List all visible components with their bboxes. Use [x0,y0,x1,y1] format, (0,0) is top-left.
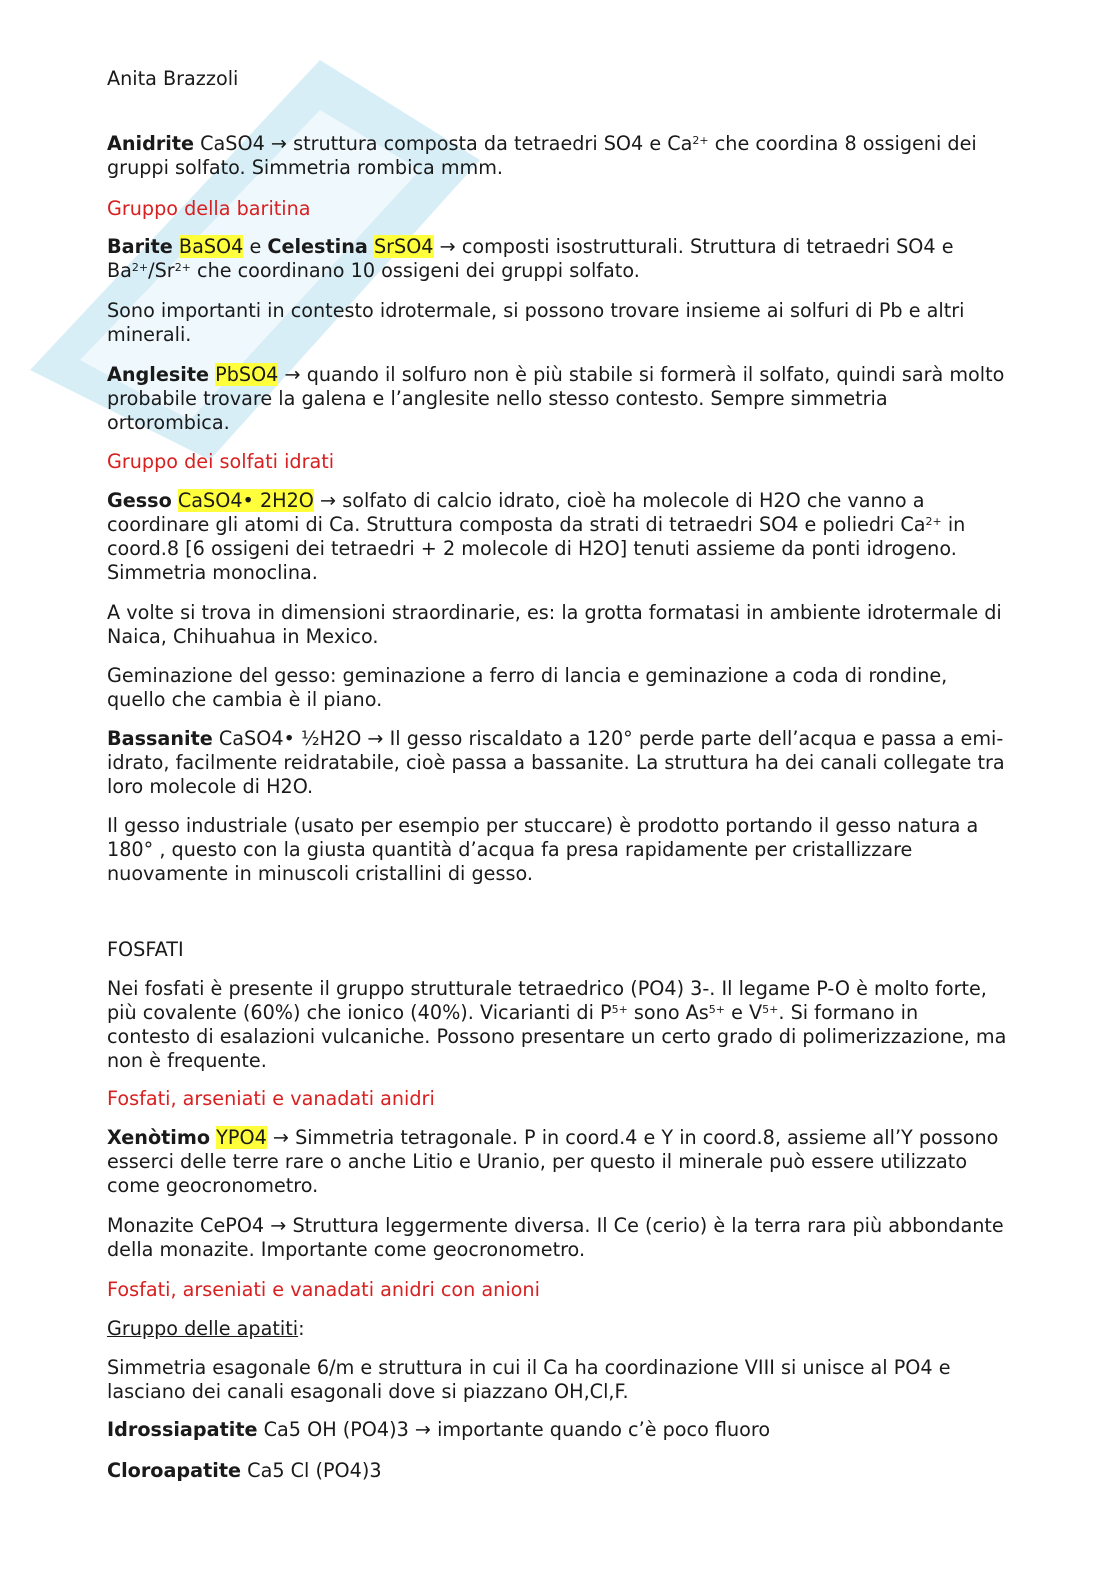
text: sono As [627,1001,709,1024]
subheading-apatiti [107,1317,305,1341]
text: Il gesso riscaldato a 120° perde parte dell’acqua e passa a emi-idrato, facilmente reidratabile, cioè passa a bassanite. La struttura ha dei canali collegate tra loro molecole di H2O. [107,727,1005,798]
section-heading-anidri: Fosfati, arseniati e vanadati anidri [107,1087,435,1110]
para-monazite [107,1214,1007,1262]
formula-highlight: SrSO4 [373,235,434,258]
superscript: 5+ [762,1003,779,1016]
para-cloroapatite [107,1459,1007,1483]
arrow-icon: → [367,727,384,750]
text: e [249,235,262,258]
arrow-icon: → [270,1214,287,1237]
superscript: 5+ [708,1003,726,1016]
mineral-name: Anglesite [107,363,210,386]
mineral-name: Bassanite [107,727,213,750]
arrow-icon: → [320,489,337,512]
text: importante quando c’è poco fluoro [437,1418,771,1441]
text: : [298,1317,305,1340]
para-dimensioni: A volte si trova in dimensioni straordinarie, es: la grotta formatasi in ambiente idrotermale di Naica, Chihuahua in Mexico. [107,601,1002,648]
text: Struttura leggermente diversa. Il Ce (cerio) è la terra rara più abbondante della monazite. Importante come geocronometro. [107,1214,1004,1261]
text: struttura composta da tetraedri SO4 e Ca [293,132,693,155]
para-anidrite [107,132,1007,180]
formula: CaSO4 [200,132,265,155]
text: che coordinano 10 ossigeni dei gruppi solfato. [197,259,640,282]
formula-highlight: BaSO4 [178,235,244,258]
formula: Ca5 OH (PO4)3 [263,1418,409,1441]
text: e V [725,1001,763,1024]
arrow-icon: → [414,1418,431,1441]
para-importanti: Sono importanti in contesto idrotermale, si possono trovare insieme ai solfuri di Pb e altri minerali. [107,299,965,346]
para-industriale: Il gesso industriale (usato per esempio per stuccare) è prodotto portando il gesso natura a 180° , questo con la giusta quantità d’acqua fa presa rapidamente per cristallizzare nuovamente in minuscoli cristallini di gesso. [107,814,979,885]
mineral-name: Idrossiapatite [107,1418,258,1441]
superscript: 5+ [611,1003,628,1016]
section-heading-anioni: Fosfati, arseniati e vanadati anidri con anioni [107,1278,540,1301]
formula: Ca5 Cl (PO4)3 [247,1459,382,1482]
arrow-icon: → [272,1126,289,1149]
arrow-icon: → [439,235,456,258]
formula-highlight: PbSO4 [215,363,279,386]
mineral-name: Celestina [267,235,368,258]
mineral-name: Cloroapatite [107,1459,242,1482]
para-xenotimo [107,1126,1007,1198]
para-geminazione: Geminazione del gesso: geminazione a ferro di lancia e geminazione a coda di rondine, quello che cambia è il piano. [107,664,948,711]
text: solfato di calcio idrato, cioè ha molecole di H2O che vanno a coordinare gli atomi di Ca. Struttura composta da strati di tetraedri SO4 e poliedri Ca [107,489,926,536]
para-bassanite [107,727,1007,799]
para-simmetria: Simmetria esagonale 6/m e struttura in cui il Ca ha coordinazione VIII si unisce al PO4 e lasciano dei canali esagonali dove si piazzano OH,Cl,F. [107,1356,951,1403]
para-barite [107,235,1007,283]
superscript: 2+ [925,515,942,528]
text: composti isostrutturali. Struttura di tetraedri SO4 e Ba [107,235,954,282]
superscript: 2+ [174,261,191,274]
text: /Sr [148,259,175,282]
para-gesso [107,489,1007,585]
section-heading-fosfati: FOSFATI [107,938,184,961]
para-idrossiapatite [107,1418,1007,1442]
para-fosfati [107,977,1007,1073]
arrow-icon: → [270,132,287,155]
section-heading-baritina: Gruppo della baritina [107,197,311,220]
mineral-name: Gesso [107,489,172,512]
text: Monazite CePO4 [107,1214,265,1237]
formula-highlight: YPO4 [216,1126,267,1149]
author-name: Anita Brazzoli [107,67,239,90]
formula: CaSO4• ½H2O [218,727,362,750]
superscript: 2+ [131,261,149,274]
arrow-icon: → [284,363,301,386]
text: quando il solfuro non è più stabile si formerà il solfato, quindi sarà molto probabile trovare la galena e l’anglesite nello stesso contesto. Sempre simmetria ortorombica. [107,363,1005,434]
text: . Si formano in contesto di esalazioni vulcaniche. Possono presentare un certo grado di polimerizzazione, ma non è frequente. [107,1001,1007,1072]
mineral-name: Xenòtimo [107,1126,211,1149]
mineral-name: Anidrite [107,132,195,155]
text: Nei fosfati è presente il gruppo strutturale tetraedrico (PO4) 3-. Il legame P-O è molto forte, più covalente (60%) che ionico (40%). Vicarianti di P [107,977,987,1024]
section-heading-idrati: Gruppo dei solfati idrati [107,450,335,473]
mineral-name: Barite [107,235,173,258]
text: che coordina 8 ossigeni dei gruppi solfato. Simmetria rombica mmm. [107,132,977,179]
para-anglesite [107,363,1007,435]
text: Gruppo delle apatiti [107,1317,299,1340]
text: in coord.8 [6 ossigeni dei tetraedri + 2 molecole di H2O] tenuti assieme da ponti idrogeno. Simmetria monoclina. [107,513,966,584]
formula-highlight: CaSO4• 2H2O [177,489,314,512]
text: Simmetria tetragonale. P in coord.4 e Y in coord.8, assieme all’Y possono esserci delle terre rare o anche Litio e Uranio, per questo il minerale può essere utilizzato come geocronometro. [107,1126,999,1197]
superscript: 2+ [692,134,709,147]
